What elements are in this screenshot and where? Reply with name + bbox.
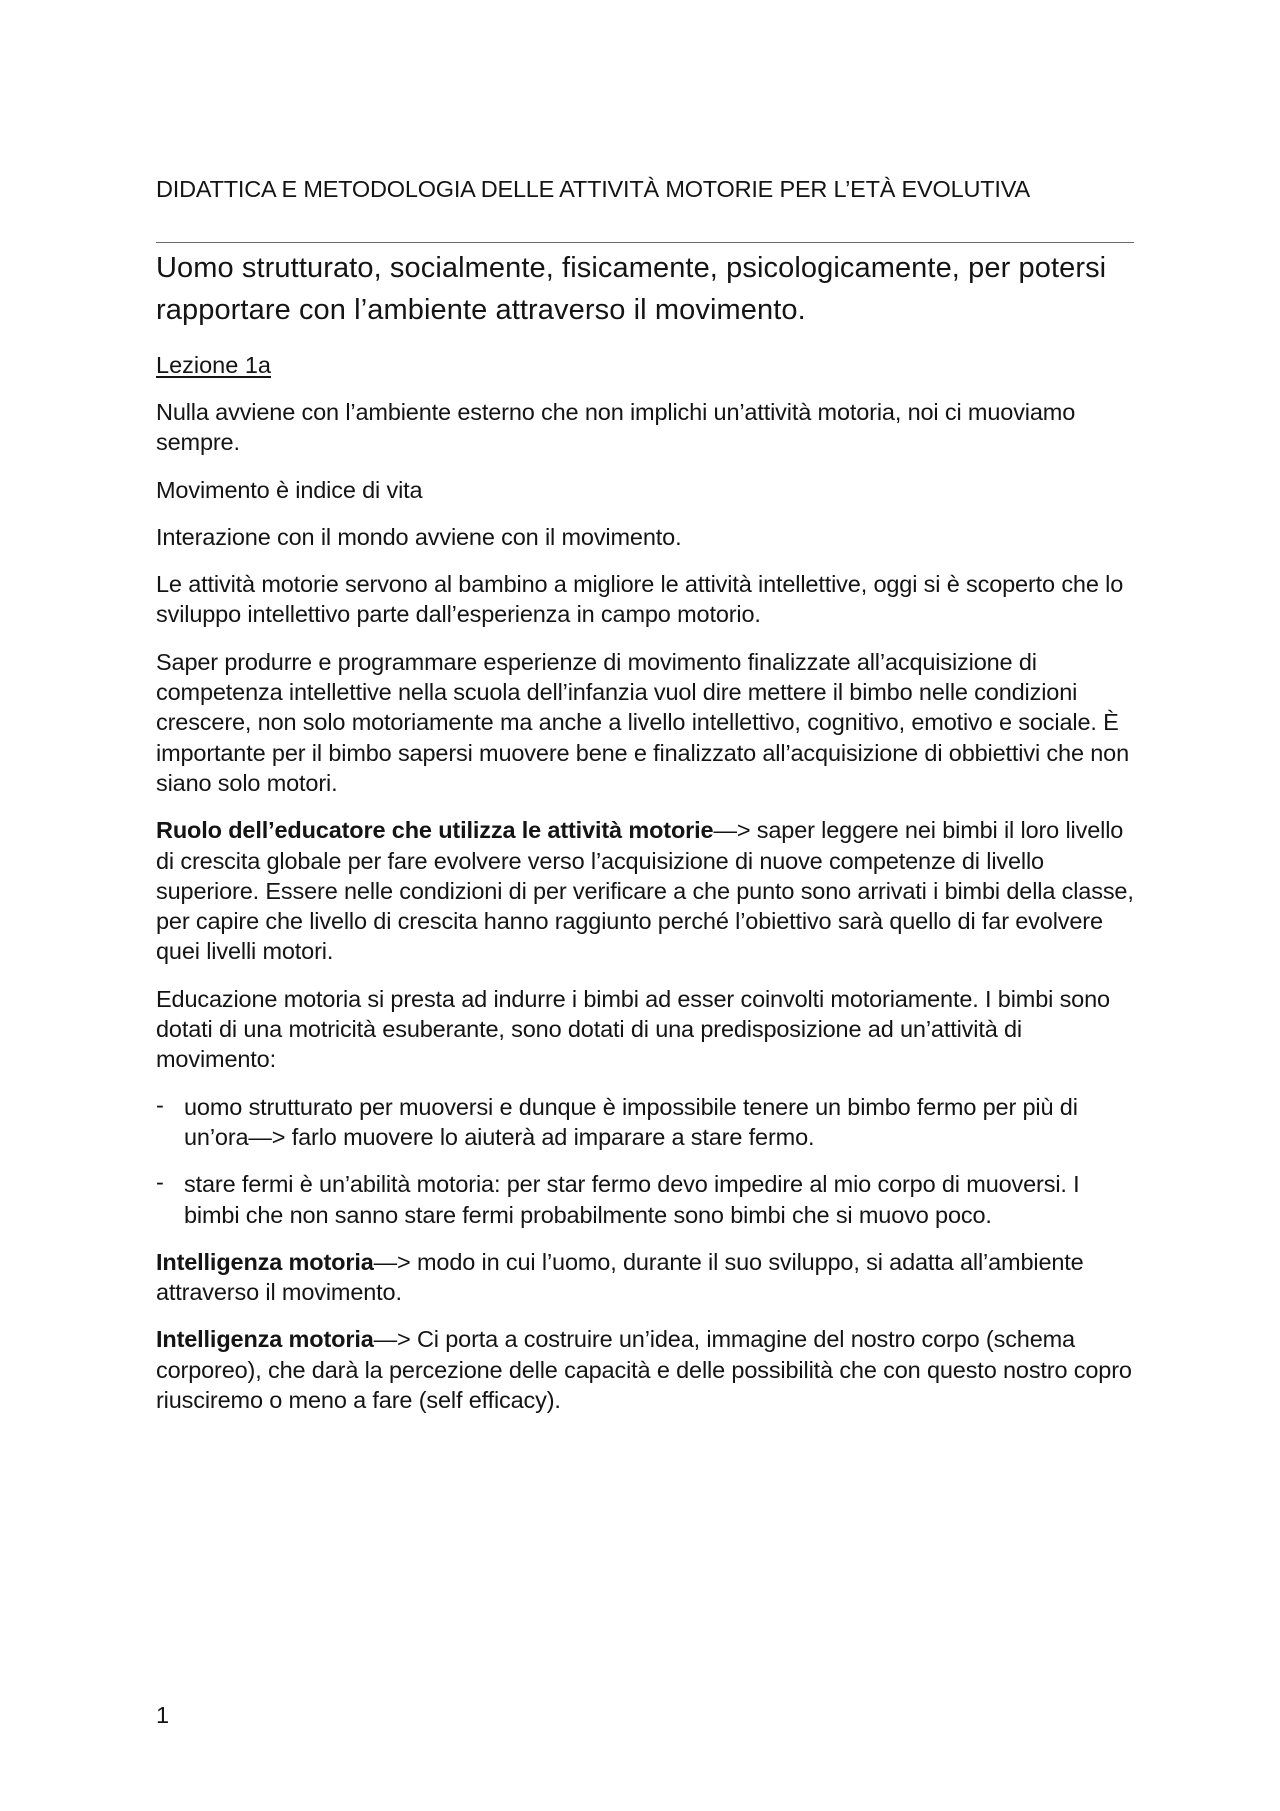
bold-term: Intelligenza motoria	[156, 1326, 374, 1353]
page-number: 1	[156, 1702, 170, 1728]
document-body	[156, 397, 1136, 1432]
paragraph-text: —> saper leggere nei bimbi il loro livello di crescita globale per fare evolvere verso l’acquisizione di nuove competenze di livello superiore. Essere nelle condizioni di per verificare a che punto sono arrivati i bimbi della classe, per capire che livello di crescita hanno raggiunto perché l’obiettivo sarà quello di far evolvere quei livelli motori.	[156, 817, 1134, 965]
bold-term: Intelligenza motoria	[156, 1248, 374, 1275]
document-header-title: DIDATTICA E METODOLOGIA DELLE ATTIVITÀ MOTORIE PER L’ETÀ EVOLUTIVA	[156, 176, 1030, 202]
paragraph: Movimento è indice di vita	[156, 476, 423, 503]
paragraph: Educazione motoria si presta ad indurre i bimbi ad esser coinvolti motoriamente. I bimbi sono dotati di una motricità esuberante, sono dotati di una predisposizione ad un’attività di movimento:	[156, 985, 1110, 1073]
list-item	[156, 1169, 1136, 1230]
list-item-text: uomo strutturato per muoversi e dunque è impossibile tenere un bimbo fermo per più di un’ora—> farlo muovere lo aiuterà ad imparare a stare fermo.	[184, 1093, 1078, 1150]
paragraph: Interazione con il mondo avviene con il movimento.	[156, 523, 682, 550]
paragraph	[156, 1324, 1136, 1415]
list-marker: -	[156, 1091, 164, 1118]
paragraph	[156, 1247, 1136, 1308]
list-item-text: stare fermi è un’abilità motoria: per star fermo devo impedire al mio corpo di muoversi. I bimbi che non sanno stare fermi probabilmente sono bimbi che si muovo poco.	[184, 1171, 1080, 1228]
list-marker: -	[156, 1169, 164, 1196]
list-item	[156, 1092, 1136, 1153]
lesson-label: Lezione 1a	[156, 352, 271, 378]
header-divider	[156, 242, 1134, 243]
document-subtitle: Uomo strutturato, socialmente, fisicamente, psicologicamente, per potersi rapportare con l’ambiente attraverso il movimento.	[156, 252, 1107, 326]
paragraph: Le attività motorie servono al bambino a migliore le attività intellettive, oggi si è scoperto che lo sviluppo intellettivo parte dall’esperienza in campo motorio.	[156, 571, 1124, 628]
paragraph-text: —> Ci porta a costruire un’idea, immagine del nostro corpo (schema corporeo), che darà la percezione delle capacità e delle possibilità che con questo nostro copro riusciremo o meno a fare (self efficacy).	[156, 1326, 1132, 1414]
bullet-list	[156, 1092, 1136, 1230]
bold-term: Ruolo dell’educatore che utilizza le attività motorie	[156, 817, 714, 844]
paragraph-text: —> modo in cui l’uomo, durante il suo sviluppo, si adatta all’ambiente attraverso il movimento.	[156, 1248, 1084, 1306]
paragraph: Nulla avviene con l’ambiente esterno che non implichi un’attività motoria, noi ci muoviamo sempre.	[156, 399, 1076, 456]
paragraph: Saper produrre e programmare esperienze di movimento finalizzate all’acquisizione di competenza intellettive nella scuola dell’infanzia vuol dire mettere il bimbo nelle condizioni crescere, non solo motoriamente ma anche a livello intellettivo, cognitivo, emotivo e sociale. È importante per il bimbo sapersi muovere bene e finalizzato all’acquisizione di obbiettivi che non siano solo motori.	[156, 648, 1130, 796]
paragraph	[156, 815, 1136, 966]
